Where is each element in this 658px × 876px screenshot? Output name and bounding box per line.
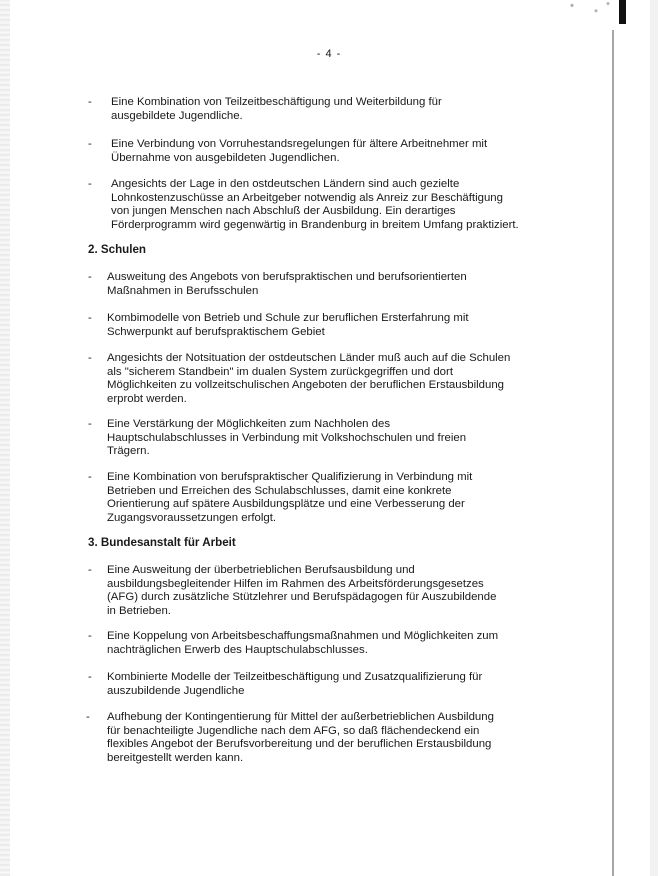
text-line: ausbildungsbegleitender Hilfen im Rahmen des Arbeitsförderungsgesetzes xyxy=(107,577,484,590)
bullet: - xyxy=(88,352,92,364)
bullet: - xyxy=(88,271,92,283)
scan-speckle-artifact xyxy=(560,0,620,18)
bullet: - xyxy=(88,312,92,324)
text-line: Angesichts der Notsituation der ostdeutschen Länder muß auch auf die Schulen xyxy=(107,352,511,364)
text-line: Ausweitung des Angebots von berufspraktischen und berufsorientierten xyxy=(107,271,467,283)
scan-line-artifact xyxy=(612,30,614,876)
list-item-text xyxy=(107,711,494,765)
bullet: - xyxy=(88,671,92,683)
list-item-text xyxy=(111,178,519,232)
text-line: als "sicherem Standbein" im dualen System zurückgegriffen und dort xyxy=(107,365,453,378)
text-line: Maßnahmen in Berufsschulen xyxy=(107,284,259,297)
text-line: bereitgestellt werden kann. xyxy=(107,751,244,764)
text-line: Eine Kombination von berufspraktischer Qualifizierung in Verbindung mit xyxy=(107,471,473,483)
text-line: in Betrieben. xyxy=(107,604,171,617)
list-item-text xyxy=(111,138,487,165)
text-line: Eine Kombination von Teilzeitbeschäftigung und Weiterbildung für xyxy=(111,96,442,108)
bullet: - xyxy=(88,138,92,150)
text-line: flexibles Angebot der Berufsvorbereitung und der beruflichen Erstausbildung xyxy=(107,738,492,751)
text-line: ausgebildete Jugendliche. xyxy=(111,109,243,122)
text-line: Angesichts der Lage in den ostdeutschen Ländern sind auch gezielte xyxy=(111,178,460,190)
bullet: - xyxy=(88,630,92,642)
list-item-text xyxy=(107,312,469,339)
text-line: Übernahme von ausgebildeten Jugendlichen. xyxy=(111,151,340,164)
list-item-text xyxy=(107,352,510,406)
page-number: - 4 - xyxy=(316,48,342,60)
text-line: Möglichkeiten zu vollzeitschulischen Angeboten der beruflichen Erstausbildung xyxy=(107,379,505,392)
section-heading: 3. Bundesanstalt für Arbeit xyxy=(88,536,236,549)
text-line: Eine Ausweitung der überbetrieblichen Berufsausbildung und xyxy=(107,564,415,576)
text-line: Orientierung auf spätere Ausbildungsplätze und eine Verbesserung der xyxy=(107,498,465,511)
text-line: Schwerpunkt auf berufspraktischem Gebiet xyxy=(107,325,325,338)
text-line: Hauptschulabschlusses in Verbindung mit Volkshochschulen und freien xyxy=(107,431,467,444)
list-item-text xyxy=(107,671,482,698)
text-line: Eine Verbindung von Vorruhestandsregelungen für ältere Arbeitnehmer mit xyxy=(111,138,488,150)
text-line: Eine Koppelung von Arbeitsbeschaffungsmaßnahmen und Möglichkeiten zum xyxy=(107,630,499,642)
list-item-text xyxy=(107,271,467,298)
list-item-text xyxy=(107,471,472,525)
scan-bar-artifact xyxy=(619,0,626,24)
text-line: (AFG) durch zusätzliche Stützlehrer und Berufspädagogen für Auszubildende xyxy=(107,591,497,604)
text-line: erprobt werden. xyxy=(107,392,187,405)
text-line: Eine Verstärkung der Möglichkeiten zum Nachholen des xyxy=(107,418,391,430)
bullet: - xyxy=(88,178,92,190)
text-line: Lohnkostenzuschüsse an Arbeitgeber notwendig als Anreiz zur Beschäftigung xyxy=(111,191,503,204)
list-item-text xyxy=(107,630,498,657)
list-item-text xyxy=(107,418,466,459)
bullet: - xyxy=(86,711,90,723)
bullet: - xyxy=(88,564,92,576)
text-line: Förderprogramm wird gegenwärtig in Brandenburg in breitem Umfang praktiziert. xyxy=(111,218,519,231)
bullet: - xyxy=(88,96,92,108)
text-line: Aufhebung der Kontingentierung für Mittel der außerbetrieblichen Ausbildung xyxy=(107,711,494,723)
bullet: - xyxy=(88,471,92,483)
text-line: Betrieben und Erreichen des Schulabschlusses, damit eine konkrete xyxy=(107,484,452,497)
text-line: Trägern. xyxy=(107,445,150,458)
text-line: nachträglichen Erwerb des Hauptschulabschlusses. xyxy=(107,643,368,656)
list-item-text xyxy=(107,564,496,618)
text-line: von jungen Menschen nach Abschluß der Ausbildung. Ein derartiges xyxy=(111,205,456,218)
list-item-text xyxy=(111,96,442,123)
text-line: Kombimodelle von Betrieb und Schule zur beruflichen Ersterfahrung mit xyxy=(107,312,469,324)
text-line: Zugangsvoraussetzungen erfolgt. xyxy=(107,511,277,524)
section-heading: 2. Schulen xyxy=(88,243,146,256)
text-line: für benachteiligte Jugendliche nach dem AFG, so daß flächendeckend ein xyxy=(107,724,480,737)
text-line: Kombinierte Modelle der Teilzeitbeschäftigung und Zusatzqualifizierung für xyxy=(107,671,483,683)
scan-edge-artifact-right xyxy=(650,0,658,876)
scan-edge-artifact-left xyxy=(0,0,10,876)
bullet: - xyxy=(88,418,92,430)
text-line: auszubildende Jugendliche xyxy=(107,684,245,697)
